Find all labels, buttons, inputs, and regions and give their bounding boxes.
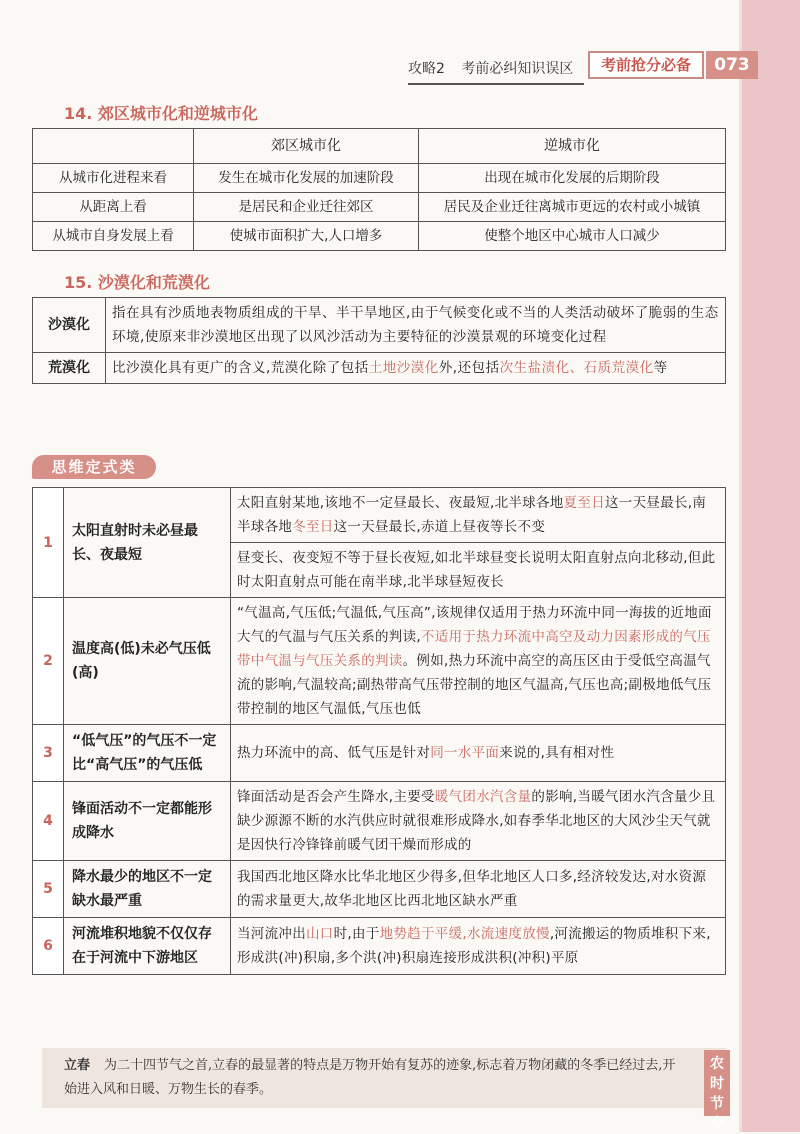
table-cell: 是居民和企业迁往郊区 — [194, 193, 419, 222]
item-body — [231, 725, 726, 782]
text-segment: 的影响,当暖气团水汽含量少且缺少源源不断的水汽供应时就很难形成降水,如春季华北地区的大风沙尘天气就是因快行冷锋锋前暖气团干燥而形成的 — [237, 789, 716, 853]
text-segment: 这一天昼最长,赤道上昼夜等长不变 — [333, 519, 546, 535]
item-title: 河流堆积地貌不仅仅存在于河流中下游地区 — [64, 918, 231, 975]
page-edge-strip-inner — [739, 0, 742, 1132]
item-title: 降水最少的地区不一定缺水最严重 — [64, 861, 231, 918]
table-row — [33, 725, 726, 782]
item-title: 温度高(低)未必气压低(高) — [64, 598, 231, 725]
item-number: 2 — [33, 598, 64, 725]
table-cell: 出现在城市化发展的后期阶段 — [419, 164, 726, 193]
desertification-table — [32, 297, 726, 384]
table-row — [33, 164, 726, 193]
table-cell: 从城市化进程来看 — [33, 164, 194, 193]
item-body — [231, 918, 726, 975]
page-edge-strip — [742, 0, 800, 1132]
item-body: 我国西北地区降水比华北地区少得多,但华北地区人口多,经济较发达,对水资源的需求量更大,故华北地区比西北地区缺水严重 — [231, 861, 726, 918]
row-label: 沙漠化 — [33, 298, 106, 353]
item-number: 5 — [33, 861, 64, 918]
highlight-text: 冬至日 — [292, 519, 334, 535]
table-header-row — [33, 129, 726, 164]
highlight-text: 山口 — [306, 926, 334, 942]
footer-note — [64, 1054, 684, 1102]
table-row — [33, 353, 726, 384]
section-15-title: 15. 沙漠化和荒漠化 — [64, 273, 210, 292]
text-segment: 热力环流中的高、低气压是针对 — [237, 745, 431, 761]
page-number: 073 — [706, 51, 758, 79]
table-row — [33, 918, 726, 975]
table-cell: 从城市自身发展上看 — [33, 222, 194, 251]
text-segment: 这一天昼最长,南半球各地 — [237, 495, 707, 535]
table-row — [33, 193, 726, 222]
highlight-text: 土地沙漠化 — [368, 360, 439, 376]
highlight-text: 次生盐渍化、石质荒漠化 — [499, 360, 654, 376]
item-number: 3 — [33, 725, 64, 782]
footer-term: 立春 — [64, 1058, 91, 1073]
table-row — [33, 598, 726, 725]
highlight-text: 同一水平面 — [430, 745, 500, 761]
table-cell: 居民及企业迁往离城市更远的农村或小城镇 — [419, 193, 726, 222]
page-header — [0, 50, 800, 86]
text-segment: 。例如,热力环流中高空的高压区由于受低空高温气流的影响,气温较高;副热带高气压带控制的地区气温高,气压也高;副极地低气压带控制的地区气温低,气压也低 — [237, 653, 712, 717]
highlight-text: 地势趋于平缓,水流速度放慢 — [379, 926, 550, 942]
text-segment: 等 — [653, 360, 668, 376]
table-row — [33, 298, 726, 353]
urbanization-table — [32, 128, 726, 251]
header-badge: 考前抢分必备 — [588, 51, 704, 79]
column-header: 郊区城市化 — [194, 129, 419, 164]
item-title: 太阳直射时未必昼最长、夜最短 — [64, 488, 231, 598]
item-body: 昼变长、夜变短不等于昼长夜短,如北半球昼变长说明太阳直射点向北移动,但此时太阳直射点可能在南半球,北半球昼短夜长 — [231, 543, 726, 598]
row-label: 荒漠化 — [33, 353, 106, 384]
row-text: 指在具有沙质地表物质组成的干旱、半干旱地区,由于气候变化或不当的人类活动破坏了脆弱的生态环境,使原来非沙漠地区出现了以风沙活动为主要特征的沙漠景观的环境变化过程 — [106, 298, 726, 353]
thinking-badge: 思维定式类 — [32, 455, 156, 479]
text-segment: “气温高,气压低;气温低,气压高”,该规律仅适用于热力环流中同一海拔的近地面大气的气温与气压关系的判读, — [237, 605, 712, 645]
item-body — [231, 488, 726, 543]
footer-tag: 农时节令 — [704, 1050, 730, 1116]
header-underline — [408, 83, 584, 85]
table-row — [33, 782, 726, 861]
table-row — [33, 488, 726, 543]
text-segment: ,河流搬运的物质堆积下来,形成洪(冲)积扇,多个洪(冲)积扇连接形成洪积(冲积)平原 — [237, 926, 711, 966]
column-header: 逆城市化 — [419, 129, 726, 164]
header-subtitle: 考前必纠知识误区 — [461, 61, 574, 77]
header-breadcrumb — [408, 58, 573, 78]
highlight-text: 暖气团水汽含量 — [434, 789, 532, 805]
header-section: 攻略2 — [408, 61, 445, 77]
item-body — [231, 598, 726, 725]
text-segment: 太阳直射某地,该地不一定昼最长、夜最短,北半球各地 — [237, 495, 564, 511]
text-segment: 比沙漠化具有更广的含义,荒漠化除了包括 — [112, 360, 369, 376]
item-title: “低气压”的气压不一定比“高气压”的气压低 — [64, 725, 231, 782]
thinking-table — [32, 487, 726, 975]
item-number: 6 — [33, 918, 64, 975]
column-header — [33, 129, 194, 164]
section-14-title: 14. 郊区城市化和逆城市化 — [64, 104, 258, 123]
table-row — [33, 222, 726, 251]
item-body — [231, 782, 726, 861]
text-segment: 外,还包括 — [438, 360, 500, 376]
text-segment: 来说的,具有相对性 — [499, 745, 615, 761]
highlight-text: 夏至日 — [563, 495, 605, 511]
table-cell: 使整个地区中心城市人口减少 — [419, 222, 726, 251]
text-segment: 时,由于 — [333, 926, 380, 942]
table-row — [33, 861, 726, 918]
table-cell: 使城市面积扩大,人口增多 — [194, 222, 419, 251]
row-text — [106, 353, 726, 384]
text-segment: 锋面活动是否会产生降水,主要受 — [237, 789, 435, 805]
text-segment: 当河流冲出 — [237, 926, 306, 942]
highlight-text: 不适用于热力环流中高空及动力因素形成的气压带中气温与气压关系的判读 — [237, 629, 711, 669]
thinking-section-header — [32, 455, 726, 479]
table-cell: 从距离上看 — [33, 193, 194, 222]
item-number: 1 — [33, 488, 64, 598]
table-cell: 发生在城市化发展的加速阶段 — [194, 164, 419, 193]
item-number: 4 — [33, 782, 64, 861]
footer-text: 为二十四节气之首,立春的最显著的特点是万物开始有复苏的迹象,标志着万物闭藏的冬季已经过去,开始进入风和日暖、万物生长的春季。 — [64, 1058, 676, 1097]
item-title: 锋面活动不一定都能形成降水 — [64, 782, 231, 861]
